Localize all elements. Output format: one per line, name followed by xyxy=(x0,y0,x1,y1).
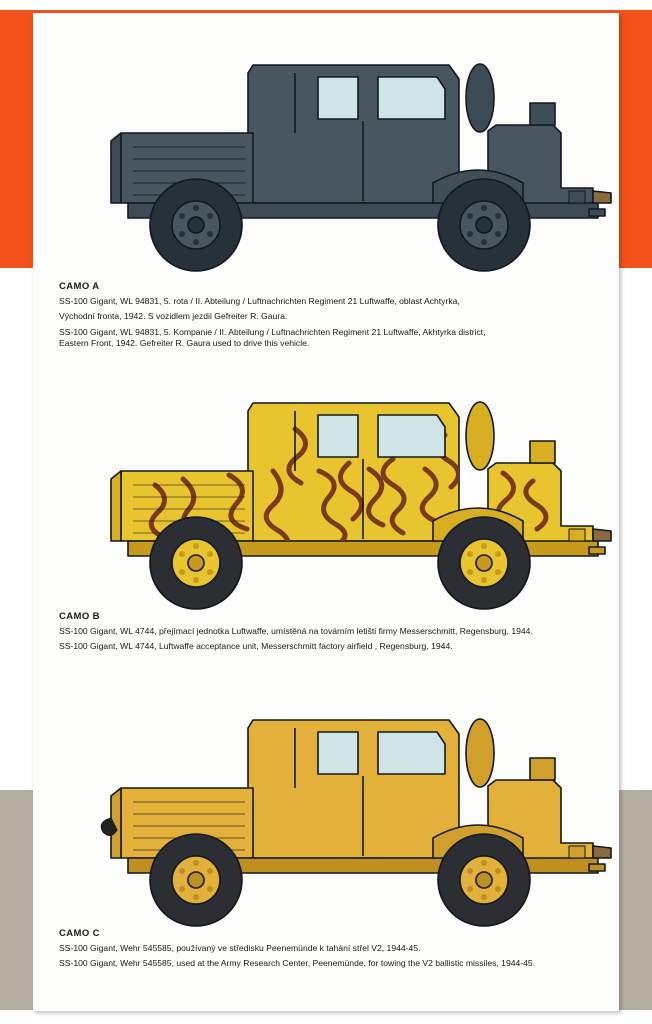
vehicle-illustration-b xyxy=(33,351,619,611)
camo-b-line-en-1: SS-100 Gigant, WL 4744, Luftwaffe acceptance unit, Messerschmitt factory airfield , Regensburg, 1944. xyxy=(59,641,453,652)
camo-a-line-cz-2: Východní fronta, 1942. S vozidlem jezdil Gefreiter R. Gaura. xyxy=(59,311,288,322)
caption-c xyxy=(33,928,619,970)
camo-section-b xyxy=(33,351,619,653)
white-top-margin xyxy=(0,0,652,10)
camo-a-line-en-1: SS-100 Gigant, WL 94831, 5. Kompanie / II. Abteilung / Luftnachrichten Regiment 21 Luftwaffe, Akhtyrka district, xyxy=(59,326,486,337)
camo-c-line-en-1: SS-100 Gigant, Wehr 545585, used at the Army Research Center, Peenemünde, for towing the V2 ballistic missiles, 1944-45. xyxy=(59,958,536,969)
camo-section-a xyxy=(33,13,619,350)
camo-section-c xyxy=(33,668,619,970)
camo-a-line-cz-1: SS-100 Gigant, WL 94831, 5. rota / II. Abteilung / Luftnachrichten Regiment 21 Luftwaffe, oblast Achtyrka, xyxy=(59,296,460,306)
caption-b xyxy=(33,611,619,653)
ss100-gigant-side-view-b xyxy=(33,351,619,611)
caption-a xyxy=(33,281,619,350)
camo-c-line-cz-1: SS-100 Gigant, Wehr 545585, používaný ve středisku Peenemünde k tahání střel V2, 1944-45. xyxy=(59,943,421,953)
white-bottom-margin xyxy=(0,1010,652,1024)
camo-a-line-en-2: Eastern Front, 1942. Gefreiter R. Gaura used to drive this vehicle. xyxy=(59,338,310,349)
ss100-gigant-side-view-c xyxy=(33,668,619,928)
vehicle-illustration-c xyxy=(33,668,619,928)
camo-c-title: CAMO C xyxy=(59,928,100,939)
ss100-gigant-side-view-a xyxy=(33,13,619,281)
camo-a-title: CAMO A xyxy=(59,281,100,292)
paper-sheet xyxy=(33,13,619,1011)
camo-b-title: CAMO B xyxy=(59,611,100,622)
camo-b-line-cz-1: SS-100 Gigant, WL 4744, přejímací jednotka Luftwaffe, umístěná na továrním letišti firmy Messerschmitt, Regensburg, 1944. xyxy=(59,626,533,636)
vehicle-illustration-a xyxy=(33,13,619,281)
